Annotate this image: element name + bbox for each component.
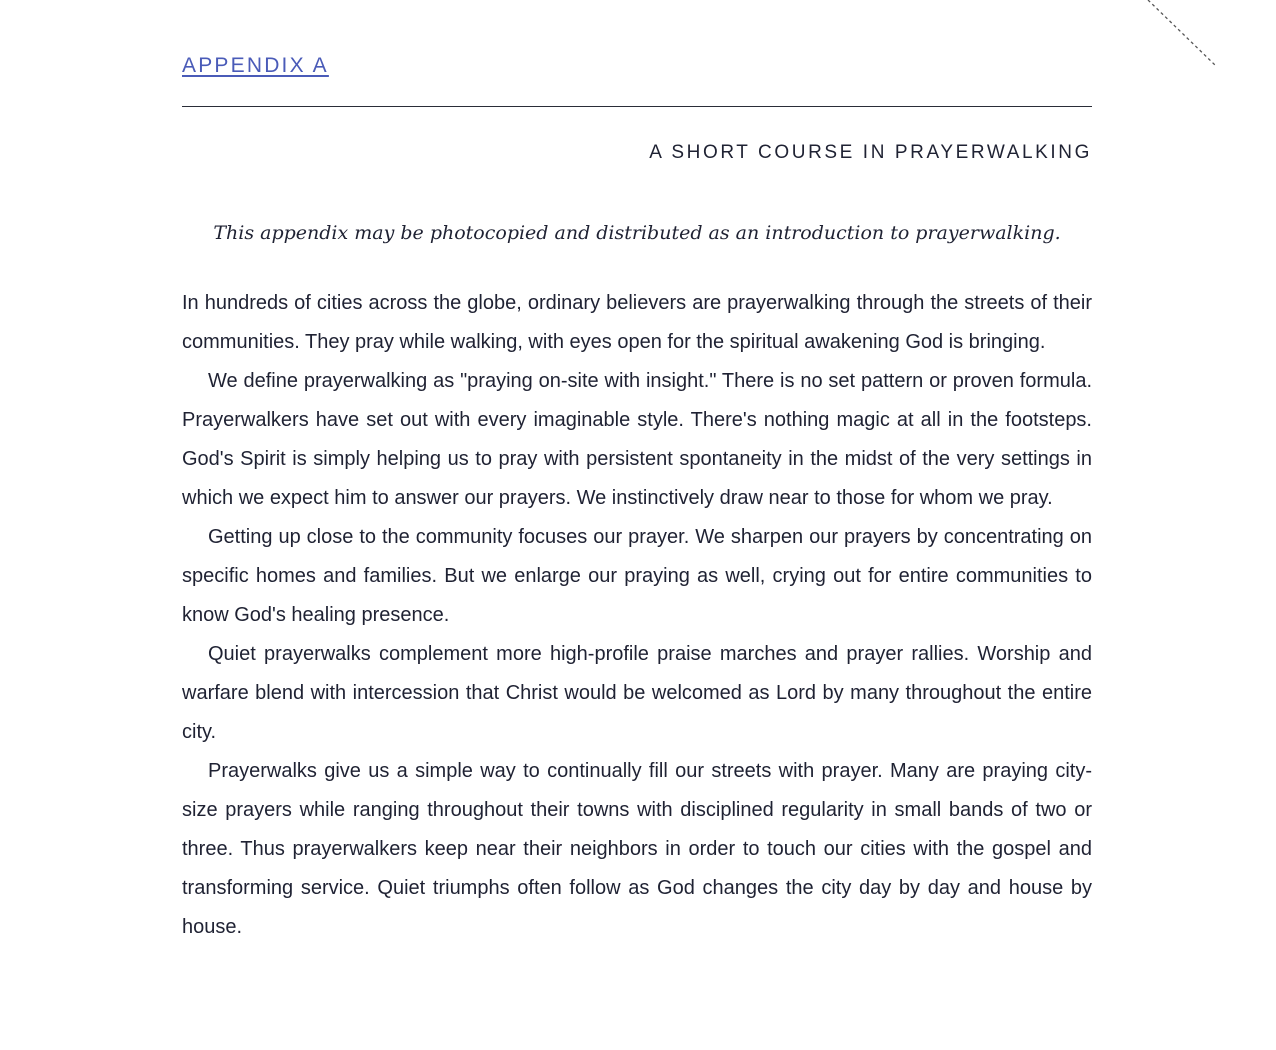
page-corner-fold-line xyxy=(1140,0,1220,70)
paragraph: Prayerwalks give us a simple way to continually fill our streets with prayer. Many are praying city-size prayers while ranging throughout their towns with disciplined regularity in small bands of two or three. Thus prayerwalkers keep near their neighbors in order to touch our cities with the gospel and transforming service. Quiet triumphs often follow as God changes the city day by day and house by house. xyxy=(182,760,1092,938)
paragraph: Quiet prayerwalks complement more high-profile praise marches and prayer rallies. Worship and warfare blend with intercession that Christ would be welcomed as Lord by many throughout the entire city. xyxy=(182,643,1092,743)
chapter-title: A SHORT COURSE IN PRAYERWALKING xyxy=(649,142,1092,163)
intro-note: This appendix may be photocopied and distributed as an introduction to prayerwalking. xyxy=(213,222,1061,244)
paragraph: We define prayerwalking as "praying on-site with insight." There is no set pattern or proven formula. Prayerwalkers have set out with every imaginable style. There's nothing magic at all in the footsteps. God's Spirit is simply helping us to pray with persistent spontaneity in the midst of the very settings in which we expect him to answer our prayers. We instinctively draw near to those for whom we pray. xyxy=(182,370,1092,509)
appendix-link[interactable]: APPENDIX A xyxy=(182,54,329,77)
header-divider xyxy=(182,106,1092,107)
paragraph: Getting up close to the community focuses our prayer. We sharpen our prayers by concentrating on specific homes and families. But we enlarge our praying as well, crying out for entire communities to know God's healing presence. xyxy=(182,526,1092,626)
paragraph: In hundreds of cities across the globe, ordinary believers are prayerwalking through the streets of their communities. They pray while walking, with eyes open for the spiritual awakening God is bringing. xyxy=(182,292,1092,353)
body-text xyxy=(182,284,1092,947)
